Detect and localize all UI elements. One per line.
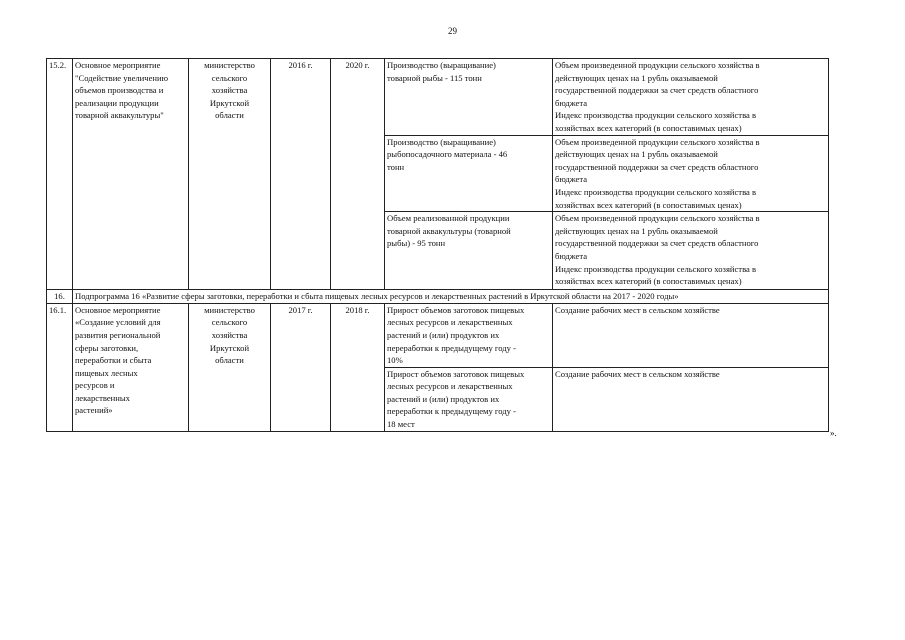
expected-result: Прирост объемов заготовок пищевых лесных ресурсов и лекарственных растений и (или) продуктов их переработки к предыдущему году - 18 мест xyxy=(385,367,553,431)
subprogram-title: Подпрограмма 16 «Развитие сферы заготовки, переработки и сбыта пищевых лесных ресурсов и лекарственных растений в Иркутской области на 2017 - 2020 годы» xyxy=(73,290,829,304)
expected-result: Производство (выращивание) рыбопосадочного материала - 46 тонн xyxy=(385,135,553,212)
measure-name: Основное мероприятие «Создание условий для развития региональной сферы заготовки, переработки и сбыта пищевых лесных ресурсов и лекарственных растений» xyxy=(73,303,189,431)
end-year: 2018 г. xyxy=(331,303,385,431)
measure-name: Основное мероприятие "Содействие увеличению объемов производства и реализации продукции товарной аквакультуры" xyxy=(73,59,189,290)
measures-table xyxy=(46,58,829,432)
executor: министерство сельского хозяйства Иркутской области xyxy=(189,59,271,290)
table-row-15-2-a xyxy=(47,59,829,136)
row-number: 15.2. xyxy=(47,59,73,290)
start-year: 2016 г. xyxy=(271,59,331,290)
row-number: 16.1. xyxy=(47,303,73,431)
target-indicator: Объем произведенной продукции сельского хозяйства в действующих ценах на 1 рубль оказываемой государственной поддержки за счет средств областного бюджета Индекс производства продукции сельского хозяйства в хозяйствах всех категорий (в сопоставимых ценах) xyxy=(553,135,829,212)
page-number: 29 xyxy=(448,26,457,36)
table-row-16-1-a xyxy=(47,303,829,367)
start-year: 2017 г. xyxy=(271,303,331,431)
closing-quote-mark: ». xyxy=(830,428,837,438)
expected-result: Объем реализованной продукции товарной аквакультуры (товарной рыбы) - 95 тонн xyxy=(385,212,553,290)
table-row-16 xyxy=(47,290,829,304)
row-number: 16. xyxy=(47,290,73,304)
target-indicator: Объем произведенной продукции сельского хозяйства в действующих ценах на 1 рубль оказываемой государственной поддержки за счет средств областного бюджета Индекс производства продукции сельского хозяйства в хозяйствах всех категорий (в сопоставимых ценах) xyxy=(553,212,829,290)
executor: министерство сельского хозяйства Иркутской области xyxy=(189,303,271,431)
target-indicator: Создание рабочих мест в сельском хозяйстве xyxy=(553,303,829,367)
target-indicator: Создание рабочих мест в сельском хозяйстве xyxy=(553,367,829,431)
expected-result: Производство (выращивание) товарной рыбы - 115 тонн xyxy=(385,59,553,136)
expected-result: Прирост объемов заготовок пищевых лесных ресурсов и лекарственных растений и (или) продуктов их переработки к предыдущему году - 10% xyxy=(385,303,553,367)
end-year: 2020 г. xyxy=(331,59,385,290)
target-indicator: Объем произведенной продукции сельского хозяйства в действующих ценах на 1 рубль оказываемой государственной поддержки за счет средств областного бюджета Индекс производства продукции сельского хозяйства в хозяйствах всех категорий (в сопоставимых ценах) xyxy=(553,59,829,136)
